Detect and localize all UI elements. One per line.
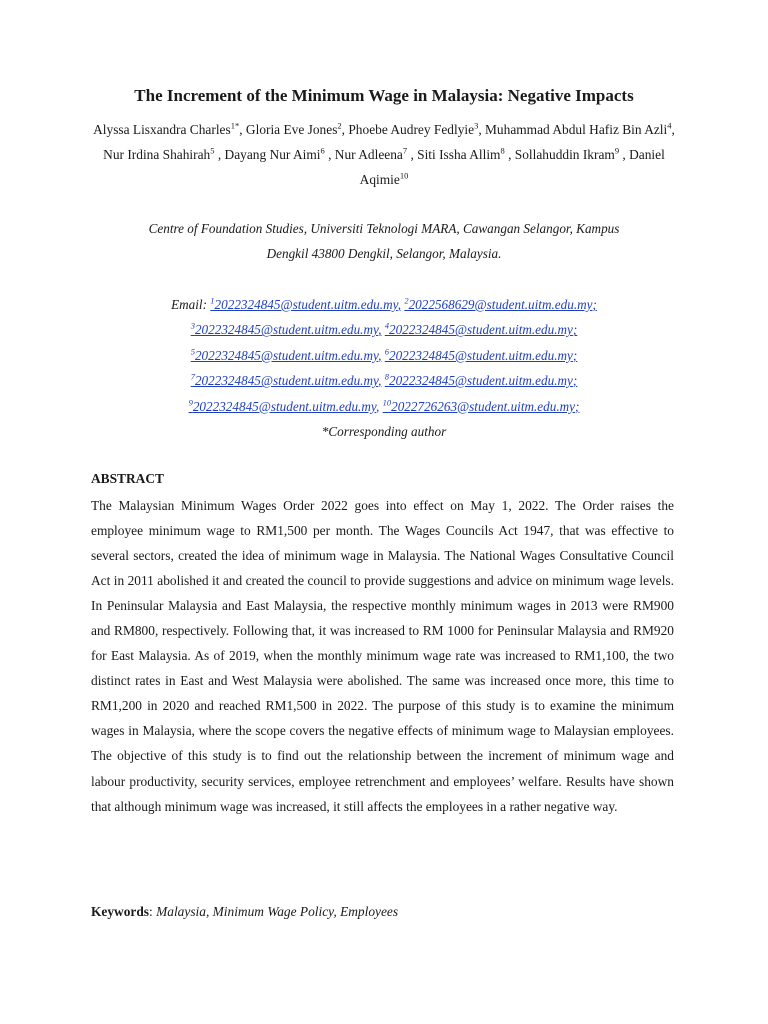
author-affiliation-mark: 2 (337, 120, 342, 131)
email-link[interactable]: $^1$2022324845@student.uitm.edu.my, (210, 295, 402, 312)
email-line (84, 292, 684, 317)
author-list (84, 117, 684, 192)
author-name: Siti Issha Allim (417, 147, 501, 162)
keywords-values: Malaysia, Minimum Wage Policy, Employees (156, 904, 399, 919)
email-link[interactable]: $^4$2022324845@student.uitm.edu.my; (384, 321, 578, 338)
author-name: Nur Irdina Shahirah (103, 147, 211, 162)
email-address: 2022324845@student.uitm.edu.my (194, 373, 379, 389)
email-index: 4 (384, 321, 389, 332)
author-name: Dayang Nur Aimi (224, 147, 321, 162)
email-address: 2022324845@student.uitm.edu.my (388, 347, 573, 363)
author-name: Phoebe Audrey Fedlyie (348, 122, 475, 137)
author-affiliation-mark: 6 (320, 145, 325, 156)
email-address: 2022324845@student.uitm.edu.my (388, 373, 573, 389)
author-affiliation-mark: 8 (500, 145, 505, 156)
author-affiliation-mark: 7 (402, 145, 408, 156)
paper-title: The Increment of the Minimum Wage in Malaysia: Negative Impacts (134, 86, 634, 105)
author-name: Daniel Aqimie (359, 147, 665, 187)
email-address: 2022324845@student.uitm.edu.my (388, 322, 573, 338)
author-name: Nur Adleena (334, 147, 403, 162)
email-link[interactable]: $^3$2022324845@student.uitm.edu.my, (190, 321, 382, 338)
author (348, 122, 478, 137)
email-index: 2 (404, 295, 409, 306)
corresponding-author-note: *Corresponding author (321, 424, 447, 440)
affiliation-line-1: Centre of Foundation Studies, Universiti Teknologi MARA, Cawangan Selangor, Kampus (148, 221, 620, 236)
affiliation (84, 216, 684, 266)
abstract-text: The Malaysian Minimum Wages Order 2022 goes into effect on May 1, 2022. The Order raises the employee minimum wage to RM1,500 per month. The Wages Councils Act 1947, that was effective to several sectors, created the idea of minimum wage in Malaysia. The National Wages Consultative Council Act in 2011 abolished it and created the council to provide suggestions and advice on minimum wage levels. In Peninsular Malaysia and East Malaysia, the respective monthly minimum wages in 2013 were RM900 and RM800, respectively. Following that, it was increased to RM 1000 for Peninsular Malaysia and RM920 for East Malaysia. As of 2019, when the monthly minimum wage rate was increased to RM1,100, the two distinct rates in East and West Malaysia were abolished. The same was increased once more, this time to RM1,200 in 2020 and reached RM1,500 in 2022. The purpose of this study is to examine the minimum wages in Malaysia, where the scope covers the negative effects of minimum wage to Malaysian employees. The objective of this study is to find out the relationship between the increment of minimum wage and labour productivity, security services, employee retrenchment and employees’ welfare. Results have shown that although minimum wage was increased, it still affects the employees in a rather negative way. (91, 498, 674, 814)
author (246, 122, 342, 137)
author-affiliation-mark: 10 (399, 170, 409, 181)
author-affiliation-mark: 5 (210, 145, 215, 156)
author-separator: , (504, 147, 515, 162)
email-label: Email: (171, 297, 211, 312)
author (103, 147, 214, 162)
author-name: Sollahuddin Ikram (514, 147, 615, 162)
email-address: 2022324845@student.uitm.edu.my (194, 322, 379, 338)
email-address: 2022324845@student.uitm.edu.my (214, 297, 398, 312)
email-index: 3 (190, 321, 195, 332)
author-name: Gloria Eve Jones (245, 122, 338, 137)
email-address: 2022726263@student.uitm.edu.my (391, 398, 576, 414)
email-index: 6 (384, 346, 389, 357)
email-line (84, 317, 684, 342)
author-separator: , (478, 122, 486, 137)
email-index: 9 (188, 397, 193, 408)
email-address: 2022324845@student.uitm.edu.my (194, 347, 379, 363)
email-index: 5 (190, 346, 195, 357)
email-link[interactable]: $^7$2022324845@student.uitm.edu.my, (190, 371, 382, 389)
email-index: 7 (190, 371, 195, 382)
email-block (84, 292, 684, 444)
author (93, 122, 239, 137)
abstract-heading: ABSTRACT (91, 471, 164, 486)
author-affiliation-mark: 4 (667, 120, 672, 131)
author (417, 147, 505, 162)
author (225, 147, 325, 162)
email-address: 2022324845@student.uitm.edu.my (192, 398, 377, 414)
author-separator: , (619, 147, 630, 162)
email-index: 10 (382, 397, 392, 408)
author-affiliation-mark: 1* (230, 120, 240, 131)
author-separator: , (214, 147, 225, 162)
author-name: Muhammad Abdul Hafiz Bin Azli (485, 122, 668, 137)
email-link[interactable]: $^{10}$2022726263@student.uitm.edu.my; (382, 397, 580, 414)
email-line (84, 394, 684, 419)
author-separator: , (341, 122, 349, 137)
email-link[interactable]: $^2$2022568629@student.uitm.edu.my; (404, 295, 597, 312)
author-separator: , (239, 122, 246, 137)
keywords-label: Keywords (91, 904, 150, 919)
email-link[interactable]: $^5$2022324845@student.uitm.edu.my, (190, 346, 382, 363)
affiliation-line-2: Dengkil 43800 Dengkil, Selangor, Malaysia. (266, 246, 502, 261)
email-index: 8 (384, 371, 389, 382)
author-affiliation-mark: 3 (474, 120, 479, 131)
email-line (84, 368, 684, 393)
email-address: 2022568629@student.uitm.edu.my (408, 297, 593, 312)
author-separator: , (324, 147, 335, 162)
author-affiliation-mark: 9 (614, 145, 620, 156)
email-line (84, 343, 684, 368)
email-list (84, 292, 684, 419)
email-link[interactable]: $^6$2022324845@student.uitm.edu.my; (384, 346, 578, 363)
email-link[interactable]: $^8$2022324845@student.uitm.edu.my; (384, 371, 578, 389)
author (335, 147, 407, 162)
email-link[interactable]: $^9$2022324845@student.uitm.edu.my, (188, 397, 380, 414)
keywords (91, 899, 674, 924)
author-separator: , (407, 147, 418, 162)
author-separator: , (671, 122, 675, 137)
keywords-separator: : (149, 904, 157, 919)
email-index: 1 (210, 295, 215, 306)
author (515, 147, 619, 162)
author (485, 122, 672, 137)
author-name: Alyssa Lisxandra Charles (93, 122, 231, 137)
